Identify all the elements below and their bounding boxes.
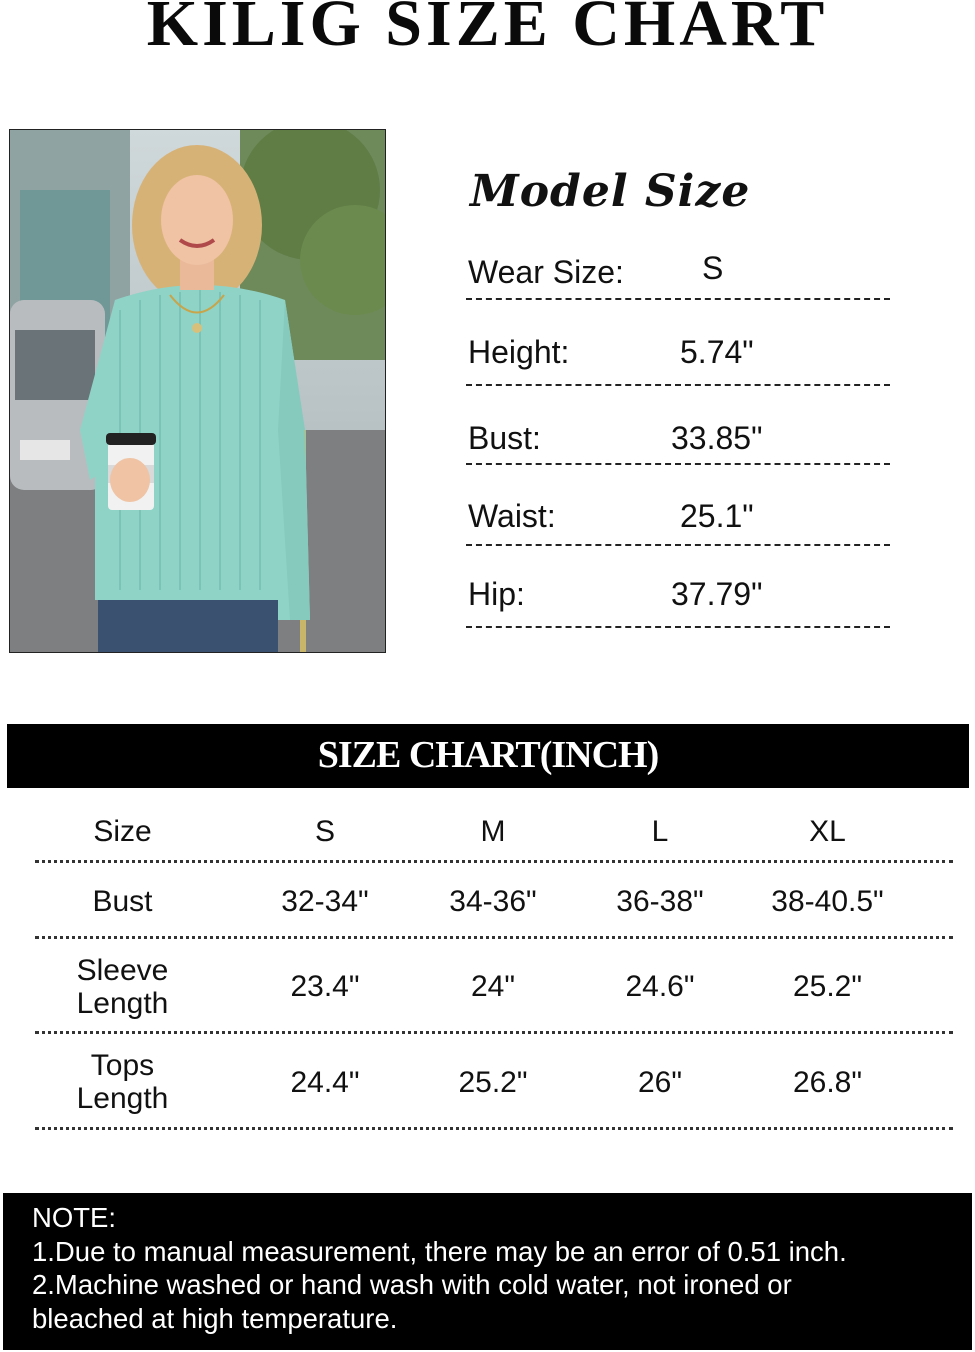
table-cell: 24.4"	[290, 1065, 360, 1099]
model-size-heading: Model Size	[470, 166, 751, 217]
table-cell: 32-34"	[281, 884, 369, 918]
table-header-row	[35, 800, 953, 863]
model-row-label: Waist:	[468, 498, 556, 534]
row-label: Bust	[92, 884, 153, 918]
header-cell: L	[651, 815, 669, 848]
table-row	[35, 939, 953, 1034]
table-cell: 36-38"	[616, 884, 704, 918]
model-row-value: 33.85"	[671, 420, 763, 456]
table-row	[35, 1034, 953, 1130]
table-cell: 25.2"	[458, 1065, 528, 1099]
size-chart-heading: SIZE CHART(INCH)	[7, 724, 969, 788]
row-label: Sleeve Length	[76, 953, 169, 1020]
model-photo	[9, 129, 386, 653]
note-line: 2.Machine washed or hand wash with cold water, not ironed or	[32, 1269, 792, 1300]
header-cell: XL	[809, 815, 846, 848]
header-cell: Size	[93, 815, 152, 848]
table-cell: 38-40.5"	[771, 884, 884, 918]
dashed-divider	[466, 544, 890, 546]
table-cell: 23.4"	[290, 970, 360, 1003]
model-row-value: 5.74"	[680, 334, 754, 370]
model-row-label: Height:	[468, 334, 570, 370]
dashed-divider	[466, 626, 890, 628]
note-line: bleached at high temperature.	[32, 1302, 398, 1334]
model-row-label: Bust:	[468, 420, 541, 456]
table-cell: 26"	[637, 1065, 683, 1099]
row-label: Tops Length	[76, 1049, 169, 1115]
note-box	[3, 1193, 972, 1350]
dashed-divider	[466, 463, 890, 465]
table-cell: 24"	[470, 970, 516, 1003]
model-row-waist	[466, 496, 890, 566]
model-row-value: 25.1"	[680, 498, 754, 534]
table-row	[35, 863, 953, 939]
model-row-value: S	[702, 250, 724, 286]
note-heading: NOTE:	[32, 1202, 117, 1233]
table-cell: 24.6"	[625, 970, 695, 1003]
table-cell: 26.8"	[792, 1065, 863, 1099]
model-row-label: Hip:	[468, 576, 525, 612]
model-row-bust	[466, 418, 890, 488]
page-title: KILIG SIZE CHART	[146, 0, 829, 60]
model-row-height	[466, 332, 890, 402]
model-row-label: Wear Size:	[468, 254, 624, 290]
model-row-hip	[466, 574, 890, 644]
header-cell: S	[314, 815, 335, 848]
dashed-divider	[466, 384, 890, 386]
header-cell: M	[480, 815, 506, 848]
note-line: 1.Due to manual measurement, there may be an error of 0.51 inch.	[32, 1235, 847, 1267]
table-cell: 34-36"	[449, 884, 537, 918]
size-chart-table	[35, 800, 953, 1130]
dashed-divider	[466, 298, 890, 300]
model-row-value: 37.79"	[671, 576, 763, 612]
model-row-wear-size	[466, 248, 890, 318]
table-cell: 25.2"	[792, 970, 863, 1003]
dotted-divider	[35, 1127, 953, 1130]
